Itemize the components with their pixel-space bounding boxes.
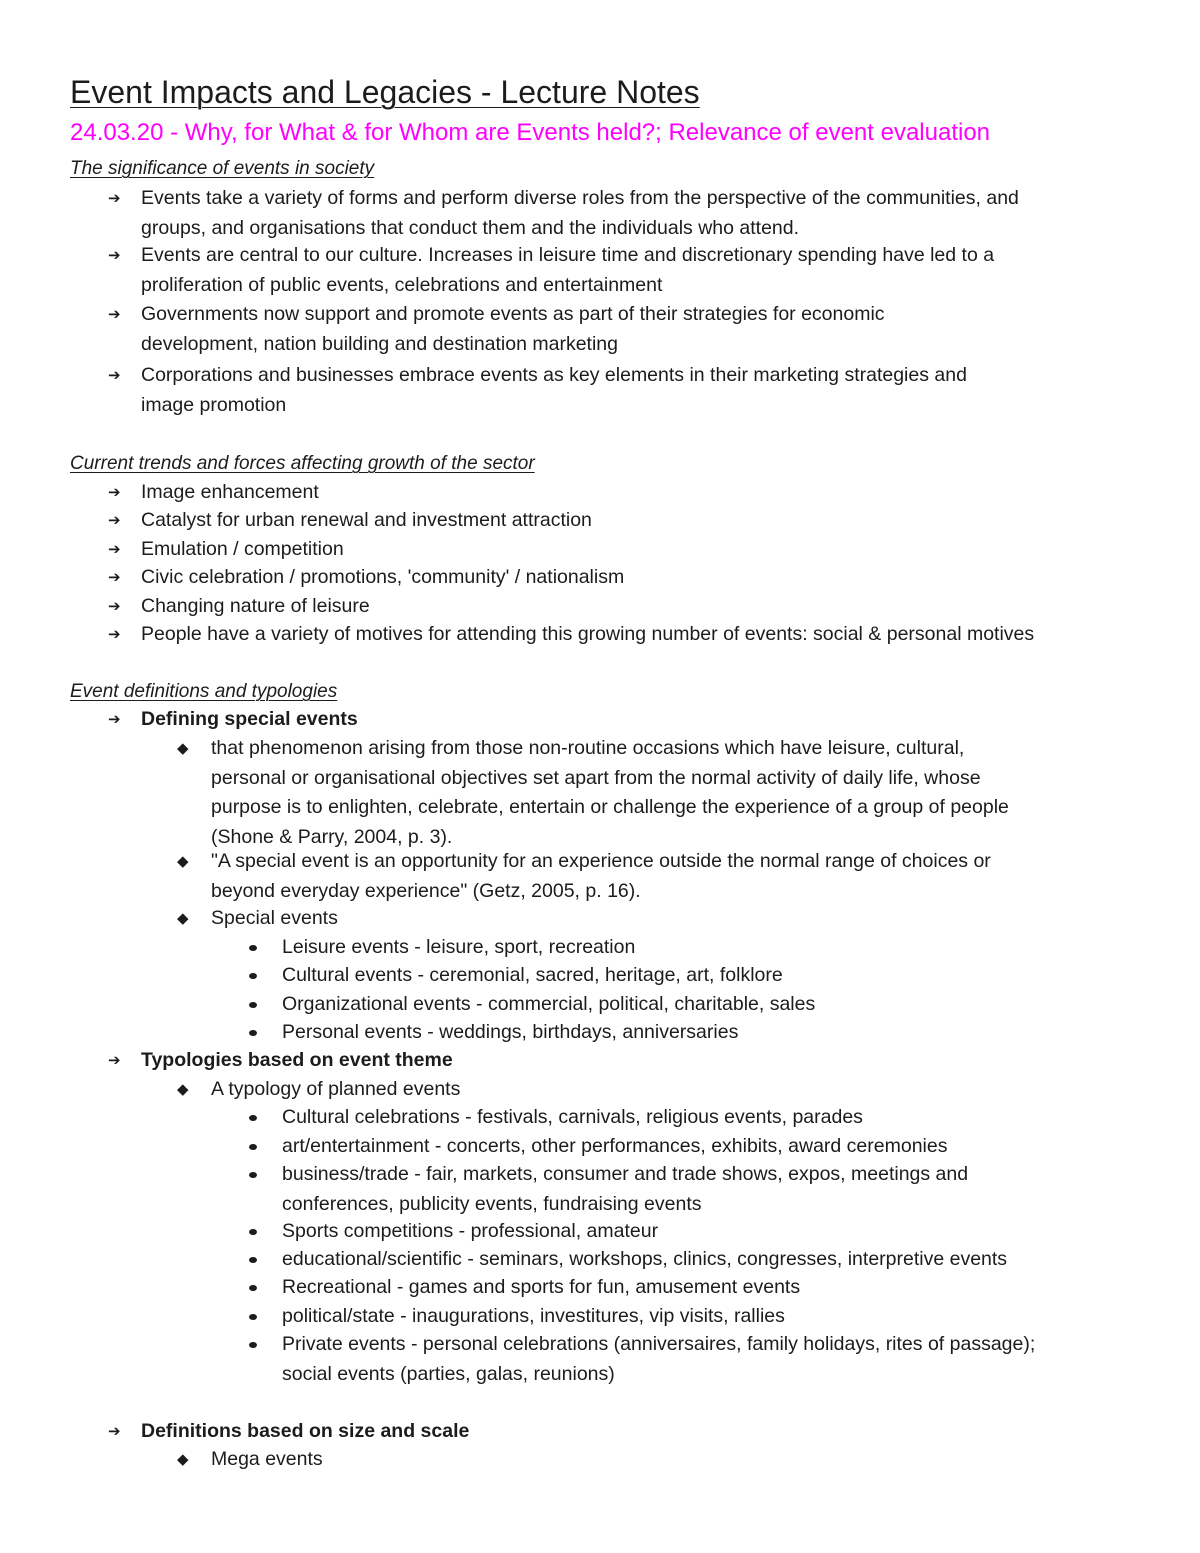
bullet-icon xyxy=(249,1172,257,1178)
bullet-icon xyxy=(249,1002,257,1008)
list-item: ➔ Governments now support and promote events as part of their strategies for economic development, nation building and destination marketing xyxy=(141,300,885,359)
list-item: Recreational - games and sports for fun, amusement events xyxy=(282,1273,800,1303)
diamond-icon: ◆ xyxy=(177,910,189,927)
list-item: Cultural celebrations - festivals, carnivals, religious events, parades xyxy=(282,1103,863,1133)
list-item: ◆ A typology of planned events xyxy=(211,1075,460,1105)
list-item-defining-special-events: ➔ Defining special events xyxy=(141,705,358,735)
arrow-icon: ➔ xyxy=(108,541,121,558)
arrow-icon: ➔ xyxy=(108,626,121,643)
list-item: ◆ Special events xyxy=(211,904,338,934)
list-item: ➔ People have a variety of motives for attending this growing number of events: social & personal motives xyxy=(141,620,1034,650)
bullet-icon xyxy=(249,1030,257,1036)
bullet-icon xyxy=(249,945,257,951)
list-item-typologies: ➔ Typologies based on event theme xyxy=(141,1046,453,1076)
arrow-icon: ➔ xyxy=(108,1052,121,1069)
bullet-icon xyxy=(249,1314,257,1320)
bullet-icon xyxy=(249,1144,257,1150)
arrow-icon: ➔ xyxy=(108,598,121,615)
list-item: Leisure events - leisure, sport, recreation xyxy=(282,933,635,963)
list-item: ➔ Events take a variety of forms and perform diverse roles from the perspective of the communities, and groups, and organisations that conduct them and the individuals who attend. xyxy=(141,184,1019,243)
bullet-icon xyxy=(249,1257,257,1263)
diamond-icon: ◆ xyxy=(177,1081,189,1098)
list-item: ◆ Mega events xyxy=(211,1445,323,1475)
section-heading-definitions: Event definitions and typologies xyxy=(70,681,338,702)
bullet-icon xyxy=(249,1229,257,1235)
list-item: ➔ Changing nature of leisure xyxy=(141,592,370,622)
bullet-icon xyxy=(249,1342,257,1348)
diamond-icon: ◆ xyxy=(177,1451,189,1468)
list-item: ◆ "A special event is an opportunity for an experience outside the normal range of choices or beyond everyday experience" (Getz, 2005, p. 16). xyxy=(211,847,991,906)
arrow-icon: ➔ xyxy=(108,484,121,501)
section-heading-trends: Current trends and forces affecting growth of the sector xyxy=(70,453,535,474)
arrow-icon: ➔ xyxy=(108,190,121,207)
list-item: Organizational events - commercial, political, charitable, sales xyxy=(282,990,815,1020)
list-item: Sports competitions - professional, amateur xyxy=(282,1217,658,1247)
bullet-icon xyxy=(249,973,257,979)
arrow-icon: ➔ xyxy=(108,512,121,529)
list-item: educational/scientific - seminars, workshops, clinics, congresses, interpretive events xyxy=(282,1245,1007,1275)
list-item: business/trade - fair, markets, consumer and trade shows, expos, meetings and conferences, publicity events, fundraising events xyxy=(282,1160,968,1219)
list-item-size-and-scale: ➔ Definitions based on size and scale xyxy=(141,1417,469,1447)
bullet-icon xyxy=(249,1115,257,1121)
list-item: Personal events - weddings, birthdays, anniversaries xyxy=(282,1018,738,1048)
list-item: ➔ Catalyst for urban renewal and investment attraction xyxy=(141,506,592,536)
arrow-icon: ➔ xyxy=(108,367,121,384)
list-item: political/state - inaugurations, investitures, vip visits, rallies xyxy=(282,1302,785,1332)
list-item: ◆ that phenomenon arising from those non-routine occasions which have leisure, cultural, personal or organisational objectives set apart from the normal activity of daily life, whose purpose is to enlighten, celebrate, entertain or challenge the experience of a group of people (Shone & Parry, 2004, p. 3). xyxy=(211,734,1009,852)
bullet-icon xyxy=(249,1285,257,1291)
list-item: ➔ Image enhancement xyxy=(141,478,319,508)
list-item: art/entertainment - concerts, other performances, exhibits, award ceremonies xyxy=(282,1132,947,1162)
arrow-icon: ➔ xyxy=(108,569,121,586)
arrow-icon: ➔ xyxy=(108,247,121,264)
lecture-subtitle: 24.03.20 - Why, for What & for Whom are Events held?; Relevance of event evaluation xyxy=(70,119,991,146)
arrow-icon: ➔ xyxy=(108,711,121,728)
list-item: Private events - personal celebrations (anniversaires, family holidays, rites of passage); social events (parties, galas, reunions) xyxy=(282,1330,1035,1389)
list-item: Cultural events - ceremonial, sacred, heritage, art, folklore xyxy=(282,961,783,991)
diamond-icon: ◆ xyxy=(177,740,189,757)
arrow-icon: ➔ xyxy=(108,1423,121,1440)
list-item: ➔ Emulation / competition xyxy=(141,535,344,565)
section-heading-significance: The significance of events in society xyxy=(70,158,375,179)
page-title: Event Impacts and Legacies - Lecture Notes xyxy=(70,74,700,110)
diamond-icon: ◆ xyxy=(177,853,189,870)
list-item: ➔ Civic celebration / promotions, 'community' / nationalism xyxy=(141,563,624,593)
arrow-icon: ➔ xyxy=(108,306,121,323)
list-item: ➔ Events are central to our culture. Increases in leisure time and discretionary spending have led to a proliferation of public events, celebrations and entertainment xyxy=(141,241,994,300)
list-item: ➔ Corporations and businesses embrace events as key elements in their marketing strategies and image promotion xyxy=(141,361,967,420)
